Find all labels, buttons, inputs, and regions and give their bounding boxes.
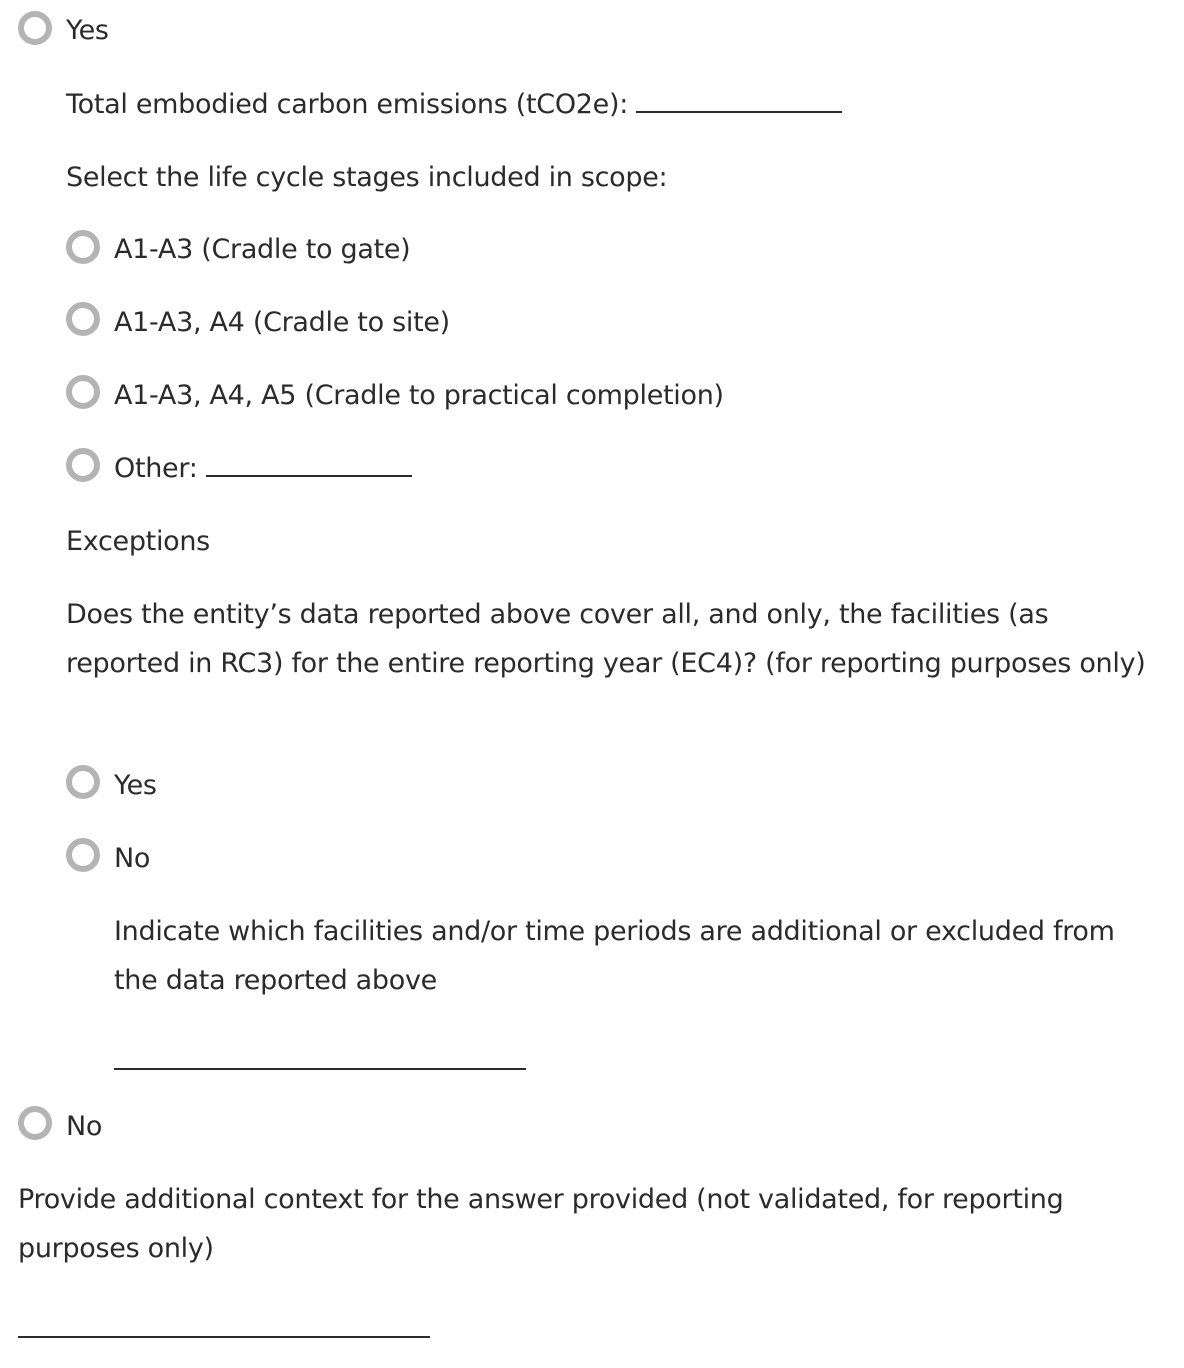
stage-radio-other[interactable] xyxy=(66,448,100,482)
exceptions-no-label: No xyxy=(114,843,151,874)
exceptions-yes-label: Yes xyxy=(114,770,157,801)
stage-other-row xyxy=(114,444,412,493)
exceptions-detail-input[interactable] xyxy=(114,1068,526,1070)
stage-label-a1-a5: A1-A3, A4, A5 (Cradle to practical completion) xyxy=(114,380,724,411)
yes-radio[interactable] xyxy=(18,11,52,45)
exceptions-no-radio[interactable] xyxy=(66,838,100,872)
exceptions-detail-prompt: Indicate which facilities and/or time periods are additional or excluded from the data reported above xyxy=(114,916,1115,996)
total-emissions-label: Total embodied carbon emissions (tCO2e): xyxy=(66,89,629,120)
no-label: No xyxy=(66,1111,103,1142)
stage-radio-a1-a5[interactable] xyxy=(66,375,100,409)
stage-label-a1-a3: A1-A3 (Cradle to gate) xyxy=(114,234,411,265)
stage-radio-a1-a4[interactable] xyxy=(66,302,100,336)
exceptions-heading: Exceptions xyxy=(66,526,210,557)
stage-radio-a1-a3[interactable] xyxy=(66,230,100,264)
context-input[interactable] xyxy=(18,1336,430,1338)
exceptions-question: Does the entity’s data reported above cover all, and only, the facilities (as reported in RC3) for the entire reporting year (EC4)? (for reporting purposes only) xyxy=(66,599,1146,679)
context-prompt: Provide additional context for the answer provided (not validated, for reporting purposes only) xyxy=(18,1184,1064,1264)
stage-label-other: Other: xyxy=(114,453,198,484)
stage-label-a1-a4: A1-A3, A4 (Cradle to site) xyxy=(114,307,450,338)
total-emissions-input[interactable] xyxy=(636,93,842,113)
exceptions-yes-radio[interactable] xyxy=(66,765,100,799)
stages-prompt: Select the life cycle stages included in scope: xyxy=(66,162,668,193)
no-radio[interactable] xyxy=(18,1106,52,1140)
stage-other-input[interactable] xyxy=(206,457,412,477)
yes-label: Yes xyxy=(66,15,109,46)
total-emissions-row xyxy=(66,80,842,129)
